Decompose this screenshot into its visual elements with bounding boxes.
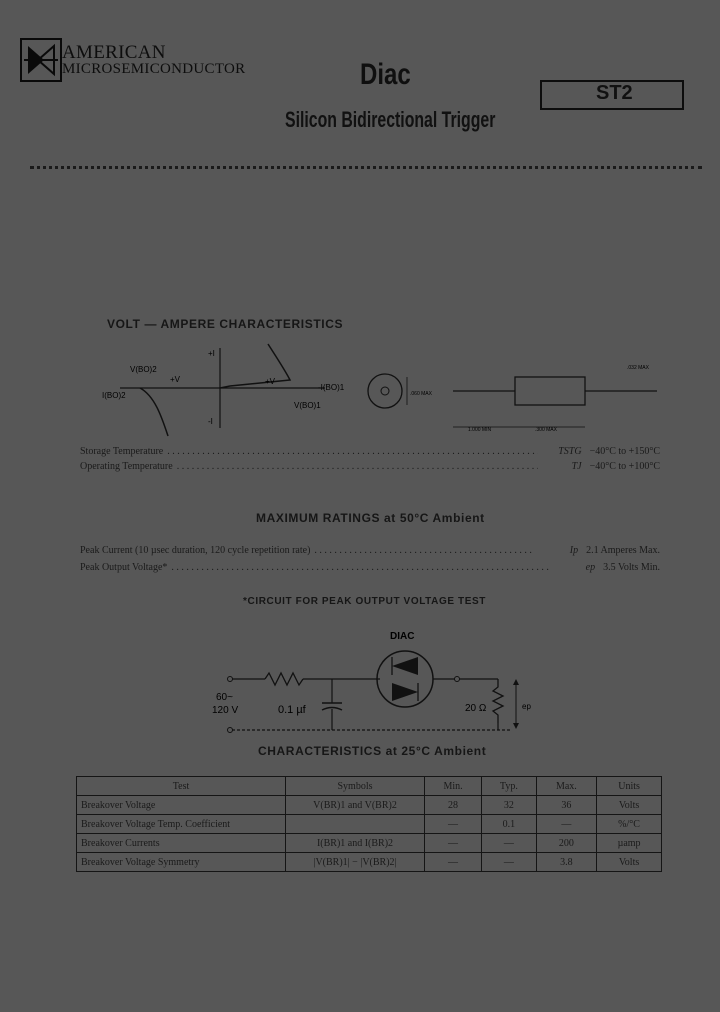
cell-symbol: V(BR)1 and V(BR)2 [286, 796, 425, 815]
circuit-heading: *CIRCUIT FOR PEAK OUTPUT VOLTAGE TEST [243, 596, 486, 607]
col-header: Max. [536, 777, 596, 796]
cell-typ: 0.1 [482, 815, 537, 834]
test-circuit-diagram [210, 627, 540, 742]
cell-units: µamp [597, 834, 662, 853]
cell-typ: — [482, 853, 537, 872]
col-header: Min. [425, 777, 482, 796]
rating-value: 2.1 Amperes Max. [586, 545, 660, 556]
va-curve-negative [140, 388, 168, 436]
cell-symbol: |V(BR)1| − |V(BR)2| [286, 853, 425, 872]
table-row [77, 815, 662, 834]
company-logo [20, 38, 62, 82]
rating-label: Peak Current (10 µsec duration, 120 cycle repetition rate) [80, 545, 311, 556]
label-vbo2: V(BO)2 [130, 365, 157, 374]
table-row [77, 834, 662, 853]
rating-symbol: Ip [569, 545, 579, 556]
page-title: Diac [360, 58, 411, 91]
label-ibo1: -I(BO)1 [318, 383, 345, 392]
diac-label: DIAC [390, 631, 415, 642]
characteristics-heading: CHARACTERISTICS at 25°C Ambient [258, 744, 487, 758]
temp-label: Storage Temperature [80, 446, 164, 457]
label-ibo2: I(BO)2 [102, 391, 126, 400]
label-plus-v-left: +V [170, 375, 181, 384]
cell-min: — [425, 815, 482, 834]
rating-value: 3.5 Volts Min. [603, 562, 660, 573]
label-plus-v-right: +V [265, 377, 276, 386]
temp-row [80, 446, 660, 457]
cell-test: Breakover Voltage Temp. Coefficient [77, 815, 286, 834]
table-row [77, 796, 662, 815]
cell-max: 200 [536, 834, 596, 853]
cell-units: Volts [597, 796, 662, 815]
cell-symbol [286, 815, 425, 834]
cell-typ: — [482, 834, 537, 853]
col-header: Test [77, 777, 286, 796]
col-header: Typ. [482, 777, 537, 796]
table-header-row [77, 777, 662, 796]
rating-row [80, 545, 660, 556]
company-name-line1: AMERICAN [62, 42, 166, 63]
va-curve-positive [220, 344, 290, 388]
label-plus-i: +I [208, 349, 215, 358]
characteristics-table [76, 776, 662, 872]
va-characteristic-graph [100, 340, 345, 440]
series-resistor [265, 673, 303, 685]
col-header: Symbols [286, 777, 425, 796]
cell-max: 3.8 [536, 853, 596, 872]
cell-max: 36 [536, 796, 596, 815]
va-heading: VOLT — AMPERE CHARACTERISTICS [107, 317, 344, 331]
temp-row [80, 461, 660, 472]
temp-symbol: TSTG [558, 446, 582, 457]
cell-test: Breakover Voltage [77, 796, 286, 815]
max-ratings-heading: MAXIMUM RATINGS at 50°C Ambient [256, 511, 485, 525]
diac-symbol [377, 651, 433, 707]
temp-symbol: TJ [571, 461, 582, 472]
cell-max: — [536, 815, 596, 834]
cell-test: Breakover Voltage Symmetry [77, 853, 286, 872]
page-subtitle: Silicon Bidirectional Trigger [285, 107, 496, 132]
package-body [515, 377, 585, 405]
rating-row [80, 562, 660, 573]
terminal-bottom-left [228, 728, 233, 733]
temp-value: −40°C to +150°C [589, 446, 660, 457]
cell-test: Breakover Currents [77, 834, 286, 853]
load-resistor [493, 679, 503, 723]
label-minus-i: -I [208, 417, 213, 426]
terminal-top-left [228, 677, 233, 682]
cell-min: — [425, 834, 482, 853]
header-divider [30, 166, 702, 169]
cell-min: 28 [425, 796, 482, 815]
company-name-line2: MICROSEMICONDUCTOR [62, 61, 246, 77]
cell-units: Volts [597, 853, 662, 872]
source-label-2: 120 V [212, 705, 239, 716]
temp-label: Operating Temperature [80, 461, 173, 472]
label-lead-dia: .032 MAX [627, 365, 649, 371]
source-label-1: 60~ [216, 692, 233, 703]
label-body-len: .300 MAX [535, 427, 557, 433]
diode-logo-icon [22, 40, 60, 80]
rating-symbol: ep [585, 562, 596, 573]
cell-min: — [425, 853, 482, 872]
cell-symbol: I(BR)1 and I(BR)2 [286, 834, 425, 853]
label-body-dia: .060 MAX [410, 391, 432, 397]
col-header: Units [597, 777, 662, 796]
output-label: ep [522, 702, 531, 711]
cell-units: %/°C [597, 815, 662, 834]
package-end-view [368, 374, 402, 408]
company-name [62, 44, 245, 78]
package-drawing [365, 355, 665, 445]
table-row [77, 853, 662, 872]
rating-label: Peak Output Voltage* [80, 562, 168, 573]
label-lead-len: 1.000 MIN [468, 427, 492, 433]
capacitor-label: 0.1 µf [278, 704, 306, 716]
cell-typ: 32 [482, 796, 537, 815]
label-vbo1: V(BO)1 [294, 401, 321, 410]
resistor-label: 20 Ω [465, 703, 487, 714]
part-number: ST2 [596, 82, 633, 104]
temp-value: −40°C to +100°C [589, 461, 660, 472]
